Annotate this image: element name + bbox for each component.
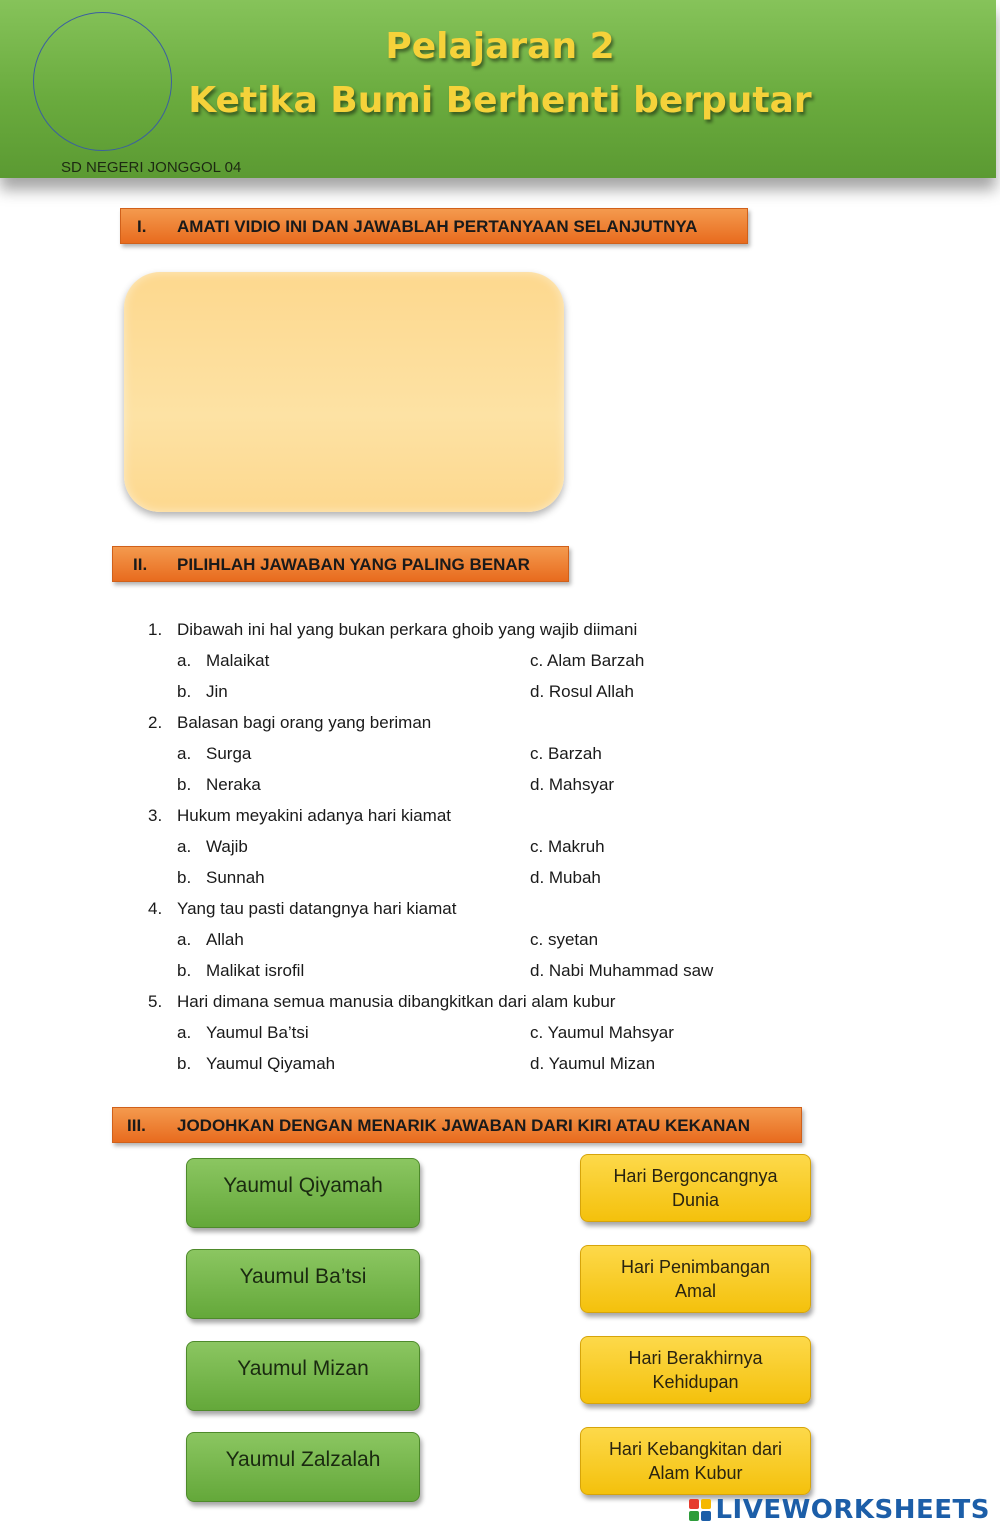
- header-banner: [0, 0, 996, 178]
- lesson-number-title: Pelajaran 2: [385, 26, 615, 67]
- option-1d[interactable]: d. Rosul Allah: [530, 682, 634, 701]
- section-title: JODOHKAN DENGAN MENARIK JAWABAN DARI KIRI ATAU KEKANAN: [177, 1116, 750, 1135]
- option-letter: b.: [177, 775, 192, 794]
- option-letter: a.: [177, 744, 192, 763]
- match-right-line1: Hari Penimbangan: [620, 1257, 771, 1277]
- section-number: I.: [137, 217, 147, 236]
- match-right-line2: Dunia: [671, 1190, 719, 1210]
- school-name: SD NEGERI JONGGOL 04: [61, 159, 242, 176]
- option-text: Allah: [206, 930, 244, 949]
- match-right-3[interactable]: [580, 1336, 811, 1404]
- match-right-line1: Hari Berakhirnya: [628, 1348, 763, 1368]
- option-letter: b.: [177, 1054, 192, 1073]
- match-right-4[interactable]: [580, 1427, 811, 1495]
- match-right-line2: Alam Kubur: [648, 1463, 743, 1483]
- option-text: Yaumul Qiyamah: [206, 1054, 336, 1073]
- option-3d[interactable]: d. Mubah: [530, 868, 601, 887]
- option-letter: b.: [177, 682, 192, 701]
- question-number: 2.: [148, 713, 163, 732]
- match-right-2[interactable]: [580, 1245, 811, 1313]
- section-number: II.: [133, 555, 148, 574]
- match-left-3[interactable]: Yaumul Mizan: [186, 1341, 420, 1411]
- match-left-4[interactable]: Yaumul Zalzalah: [186, 1432, 420, 1502]
- match-right-line1: Hari Bergoncangnya: [613, 1166, 778, 1186]
- option-letter: b.: [177, 961, 192, 980]
- section-2-header: [112, 546, 569, 582]
- question-text: Hari dimana semua manusia dibangkitkan dari alam kubur: [177, 992, 616, 1011]
- option-letter: b.: [177, 868, 192, 887]
- option-text: Yaumul Ba’tsi: [206, 1023, 309, 1042]
- question-number: 4.: [148, 899, 163, 918]
- option-letter: a.: [177, 837, 192, 856]
- option-5d[interactable]: d. Yaumul Mizan: [530, 1054, 656, 1073]
- lesson-title: Ketika Bumi Berhenti berputar: [188, 80, 812, 121]
- question-text: Yang tau pasti datangnya hari kiamat: [177, 899, 457, 918]
- brand-text: LIVEWORKSHEETS: [715, 1495, 990, 1525]
- option-text: Sunnah: [206, 868, 265, 887]
- section-number: III.: [127, 1116, 146, 1135]
- question-text: Balasan bagi orang yang beriman: [177, 713, 432, 732]
- match-left-1[interactable]: Yaumul Qiyamah: [186, 1158, 420, 1228]
- option-4d[interactable]: d. Nabi Muhammad saw: [530, 961, 714, 980]
- section-1-header: [120, 208, 748, 244]
- option-4c[interactable]: c. syetan: [530, 930, 599, 949]
- option-text: Neraka: [206, 775, 261, 794]
- section-3-header: [112, 1107, 802, 1143]
- match-left-2[interactable]: Yaumul Ba’tsi: [186, 1249, 420, 1319]
- question-number: 1.: [148, 620, 163, 639]
- question-number: 5.: [148, 992, 163, 1011]
- option-2c[interactable]: c. Barzah: [530, 744, 602, 763]
- match-right-line2: Kehidupan: [652, 1372, 739, 1392]
- section-title: AMATI VIDIO INI DAN JAWABLAH PERTANYAAN SELANJUTNYA: [177, 217, 698, 236]
- option-1c[interactable]: c. Alam Barzah: [530, 651, 645, 670]
- option-text: Jin: [206, 682, 228, 701]
- option-text: Malaikat: [206, 651, 270, 670]
- option-letter: a.: [177, 1023, 192, 1042]
- match-right-line1: Hari Kebangkitan dari: [608, 1439, 783, 1459]
- option-text: Wajib: [206, 837, 248, 856]
- question-text: Dibawah ini hal yang bukan perkara ghoib yang wajib diimani: [177, 620, 638, 639]
- video-player[interactable]: [124, 272, 564, 512]
- liveworksheets-brand: [689, 1496, 990, 1524]
- question-text: Hukum meyakini adanya hari kiamat: [177, 806, 452, 825]
- match-right-1[interactable]: [580, 1154, 811, 1222]
- option-text: Malikat isrofil: [206, 961, 305, 980]
- match-right-line2: Amal: [674, 1281, 716, 1301]
- question-number: 3.: [148, 806, 163, 825]
- option-2d[interactable]: d. Mahsyar: [530, 775, 615, 794]
- option-3c[interactable]: c. Makruh: [530, 837, 605, 856]
- option-text: Surga: [206, 744, 252, 763]
- option-5c[interactable]: c. Yaumul Mahsyar: [530, 1023, 674, 1042]
- option-letter: a.: [177, 651, 192, 670]
- liveworksheets-logo-icon: [689, 1499, 711, 1521]
- option-letter: a.: [177, 930, 192, 949]
- section-title: PILIHLAH JAWABAN YANG PALING BENAR: [177, 555, 530, 574]
